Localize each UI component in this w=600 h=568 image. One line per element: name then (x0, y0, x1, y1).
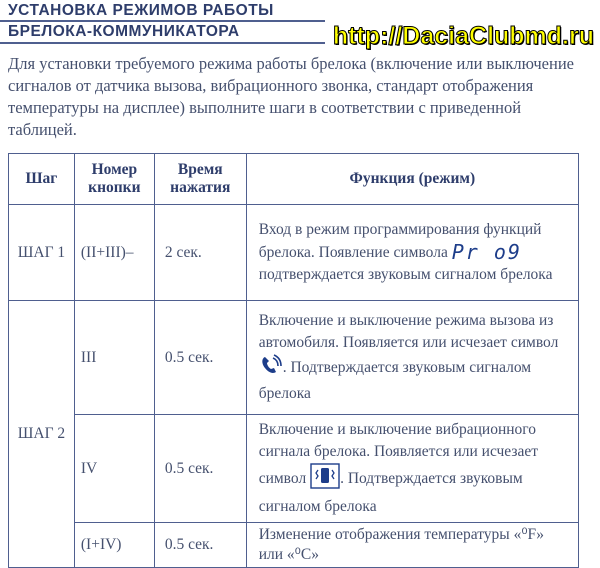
function-text: Включение и выключение вибрационного сигнала брелока. Появляется или исчезает символ (258, 421, 539, 488)
title-underline-1 (0, 20, 325, 22)
unit-celsius: ⁰C (294, 546, 312, 563)
button-cell: III (74, 301, 154, 415)
button-cell: (II+III)– (74, 205, 154, 301)
table-row (9, 523, 579, 568)
header-button-line2: кнопки (88, 179, 141, 196)
title-underline-2 (0, 42, 325, 44)
title-line-1: УСТАНОВКА РЕЖИМОВ РАБОТЫ (8, 2, 274, 19)
function-text: Включение и выключение режима вызова из автомобиля. Появляется или исчезает символ (258, 312, 559, 351)
function-text-end: » (311, 546, 319, 563)
time-cell: 2 сек. (154, 205, 246, 301)
lcd-prog-symbol: Pr o9 (451, 240, 522, 264)
step-cell: ШАГ 2 (9, 301, 75, 568)
function-cell (246, 415, 578, 523)
time-cell: 0.5 сек. (154, 301, 246, 415)
title-line-2: БРЕЛОКА-КОММУНИКАТОРА (8, 23, 240, 40)
modes-table (8, 153, 579, 568)
function-text-end: подтверждается звуковым сигналом брелока (258, 266, 553, 283)
header-button-line1: Номер (91, 161, 138, 178)
header-step: Шаг (9, 154, 75, 205)
unit-fahrenheit: ⁰F (521, 526, 537, 543)
header-time-line2: нажатия (170, 179, 231, 196)
function-cell (246, 523, 578, 568)
phone-call-icon (259, 354, 283, 383)
step-cell: ШАГ 1 (9, 205, 75, 301)
header-time-line1: Время (177, 161, 223, 178)
table-row (9, 415, 579, 523)
watermark-url: http://DaciaClubmd.ru (332, 22, 594, 50)
function-text: Вход в режим программирования функций брелока. Появление символа (258, 221, 542, 261)
time-cell: 0.5 сек. (154, 415, 246, 523)
button-cell: IV (74, 415, 154, 523)
button-cell: (I+IV) (74, 523, 154, 568)
header-time (154, 154, 246, 205)
table-header-row (9, 154, 579, 205)
function-cell (246, 301, 578, 415)
function-cell (246, 205, 578, 301)
intro-paragraph: Для установки требуемого режима работы брелока (включение или выключение сигналов от датчика вызова, вибрационного звонка, стандарт отображения температуры на дисплее) выполните шаги в соответствии с приведенной таблицей. (8, 54, 574, 139)
function-text: Изменение отображения температуры « (258, 526, 522, 543)
time-cell: 0.5 сек. (154, 523, 246, 568)
function-text-end: . Подтверждается звуковым сигналом брелока (258, 359, 532, 402)
table-row (9, 301, 579, 415)
header-function: Функция (режим) (246, 154, 578, 205)
function-text-mid: » или « (258, 526, 544, 563)
function-text-end: . Подтверждается звуковым сигналом брелока (258, 470, 523, 515)
vibrate-icon (310, 463, 340, 496)
table-row (9, 205, 579, 301)
header-button (74, 154, 154, 205)
